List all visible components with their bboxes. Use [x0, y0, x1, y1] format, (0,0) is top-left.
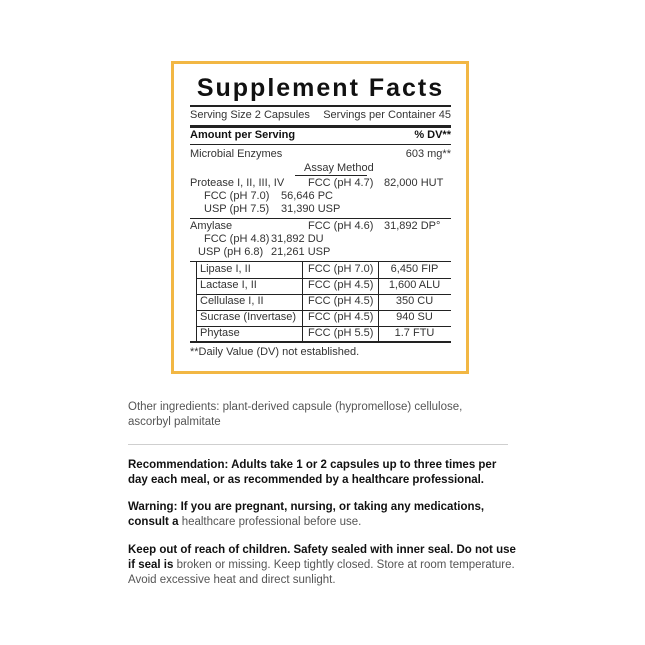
protease-sub2-value: 31,390 USP [281, 203, 341, 215]
enzyme-row-value: 1.7 FTU [394, 327, 435, 339]
header-rule [190, 125, 451, 128]
warning-text [128, 500, 518, 530]
section-divider [128, 444, 508, 445]
protease-label: Protease I, II, III, IV [190, 177, 285, 189]
other-ingredients: Other ingredients: plant-derived capsule (hypromellose) cellulose, ascorbyl palmitate [128, 401, 463, 428]
footer-rule [190, 341, 451, 343]
column-divider [302, 261, 303, 341]
supplement-facts-panel [171, 61, 469, 374]
storage-text [128, 543, 518, 588]
protease-method: FCC (pH 4.7) [308, 177, 374, 189]
warning-bold: Warning: If you are pregnant, nursing, or taking any medications, consult a [128, 501, 485, 528]
enzyme-row-method: FCC (pH 4.5) [308, 295, 374, 307]
servings-per-container: Servings per Container 45 [323, 109, 451, 121]
column-divider [378, 261, 379, 341]
enzyme-row-label: Phytase [200, 327, 240, 339]
recommendation-text [128, 458, 518, 488]
amylase-label: Amylase [190, 220, 233, 232]
amylase-method: FCC (pH 4.6) [308, 220, 374, 232]
assay-underline [295, 175, 367, 176]
storage-bold: Keep out of reach of children. Safety sealed with inner seal. Do not use if seal is [128, 544, 516, 571]
enzyme-row-label: Cellulase I, II [200, 295, 264, 307]
amylase-sub2-method: USP (pH 6.8) [198, 246, 264, 258]
microbial-enzymes-label: Microbial Enzymes [190, 148, 283, 160]
microbial-enzymes-value: 603 mg** [405, 148, 451, 160]
dv-header: % DV** [414, 129, 451, 141]
amylase-sub1-value: 31,892 DU [271, 233, 324, 245]
amylase-sub1-method: FCC (pH 4.8) [204, 233, 270, 245]
enzyme-row-value: 350 CU [395, 295, 434, 307]
enzyme-row-method: FCC (pH 5.5) [308, 327, 374, 339]
row-divider [190, 261, 451, 262]
amount-per-serving-header: Amount per Serving [190, 129, 296, 141]
protease-value: 82,000 HUT [384, 177, 444, 189]
recommendation-bold: Recommendation: Adults take 1 or 2 capsules up to three times per day each meal, or as recommended by a healthcare professional. [128, 459, 497, 486]
enzyme-row-value: 1,600 ALU [388, 279, 441, 291]
dv-footnote: **Daily Value (DV) not established. [190, 346, 360, 358]
warning-normal: healthcare professional before use. [181, 516, 362, 528]
amylase-sub2-value: 21,261 USP [271, 246, 331, 258]
enzyme-row-method: FCC (pH 4.5) [308, 279, 374, 291]
enzyme-row-label: Lactase I, II [200, 279, 257, 291]
assay-method-header: Assay Method [304, 162, 374, 174]
enzyme-row-value: 940 SU [396, 311, 433, 323]
enzyme-row-label: Lipase I, II [200, 263, 251, 275]
serving-size: Serving Size 2 Capsules [190, 109, 310, 121]
row-divider [190, 144, 451, 145]
column-divider [196, 261, 197, 341]
facts-title: Supplement Facts [196, 74, 445, 102]
row-divider [190, 218, 451, 219]
protease-sub1-method: FCC (pH 7.0) [204, 190, 270, 202]
title-rule [190, 105, 451, 107]
amylase-value: 31,892 DP° [384, 220, 441, 232]
enzyme-row-method: FCC (pH 4.5) [308, 311, 374, 323]
enzyme-row-method: FCC (pH 7.0) [308, 263, 374, 275]
protease-sub2-method: USP (pH 7.5) [204, 203, 270, 215]
storage-normal: broken or missing. Keep tightly closed. Store at room temperature. Avoid excessive heat and direct sunlight. [128, 559, 515, 586]
enzyme-row-value: 6,450 FIP [390, 263, 439, 275]
enzyme-row-label: Sucrase (Invertase) [200, 311, 296, 323]
protease-sub1-value: 56,646 PC [281, 190, 333, 202]
